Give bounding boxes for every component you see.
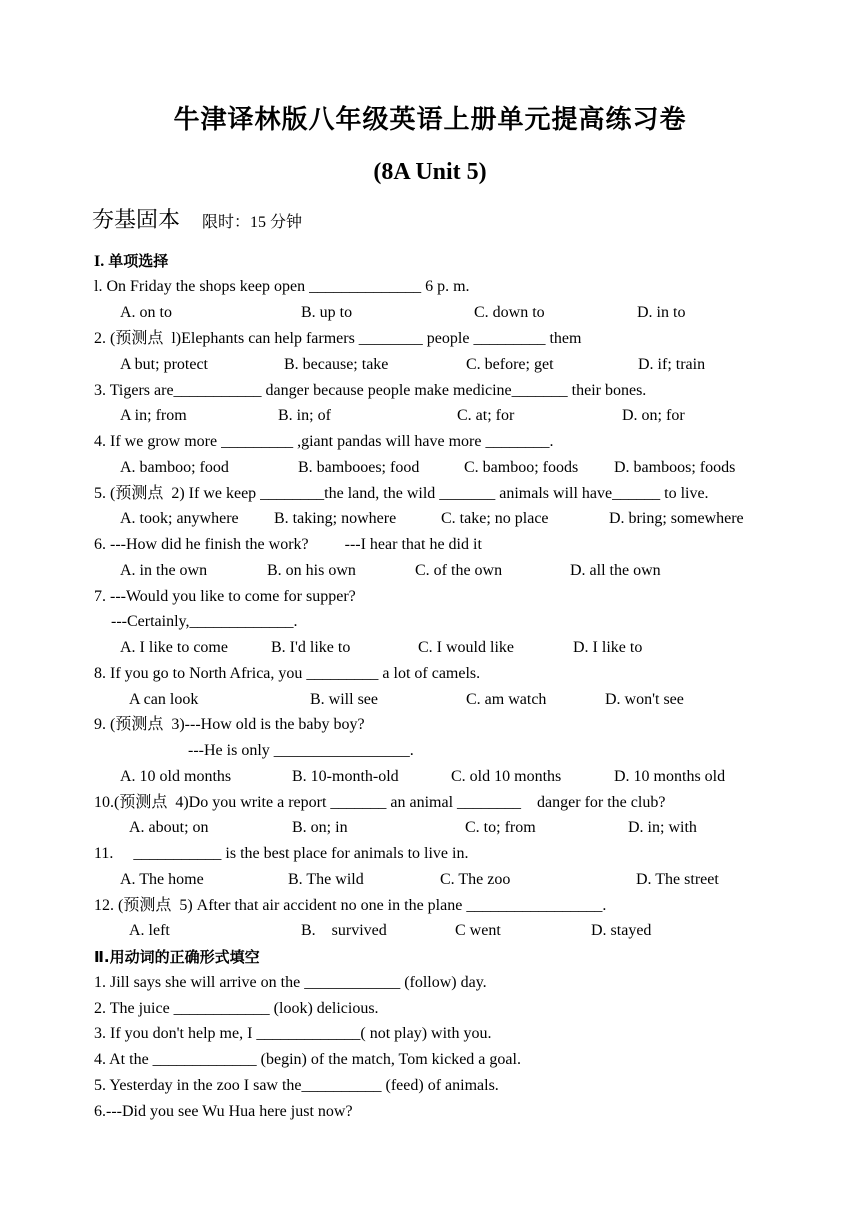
fill-in-question: 6.---Did you see Wu Hua here just now? (94, 1103, 353, 1120)
option: C went (455, 922, 501, 939)
option: B. on; in (292, 819, 348, 836)
option: C. take; no place (441, 510, 549, 527)
option: D. stayed (591, 922, 652, 939)
option: A. bamboo; food (120, 459, 229, 476)
option: A. took; anywhere (120, 510, 239, 527)
option: A but; protect (120, 356, 208, 373)
option: D. bring; somewhere (609, 510, 744, 527)
page-title: 牛津译林版八年级英语上册单元提高练习卷 (173, 105, 687, 135)
question-stem: 7. ---Would you like to come for supper? (94, 588, 356, 605)
page-subtitle: (8A Unit 5) (373, 159, 487, 185)
option: C. old 10 months (451, 768, 562, 785)
option: B. on his own (267, 562, 356, 579)
question-stem: 11. ___________ is the best place for animals to live in. (94, 845, 469, 862)
option: D. 10 months old (614, 768, 726, 785)
option: C. of the own (415, 562, 503, 579)
option: A in; from (120, 407, 187, 424)
time-limit: 限时：15 分钟 (202, 214, 303, 231)
part2-heading: Ⅱ.用动词的正确形式填空 (94, 948, 260, 966)
question-stem: 2. (预测点 l)Elephants can help farmers ________ people _________ them (94, 330, 582, 347)
option: A. in the own (120, 562, 208, 579)
option: C. am watch (466, 691, 547, 708)
option: B. will see (310, 691, 378, 708)
option: D. all the own (570, 562, 661, 579)
option: D. bamboos; foods (614, 459, 736, 476)
option: D. in; with (628, 819, 697, 836)
question-stem: l. On Friday the shops keep open ______________ 6 p. m. (94, 278, 470, 295)
option: A can look (129, 691, 199, 708)
question-stem: 5. (预测点 2) If we keep ________the land, the wild _______ animals will have______ to live. (94, 485, 709, 502)
option: B. in; of (278, 407, 331, 424)
option: A. on to (120, 304, 172, 321)
option: D. won't see (605, 691, 684, 708)
option: A. The home (120, 871, 204, 888)
fill-in-question: 4. At the _____________ (begin) of the match, Tom kicked a goal. (94, 1051, 521, 1068)
option: A. about; on (129, 819, 209, 836)
question-stem: 12. (预测点 5) After that air accident no one in the plane _________________. (94, 897, 607, 914)
option: A. 10 old months (120, 768, 232, 785)
option: D. if; train (638, 356, 706, 373)
question-stem: 9. (预测点 3)---How old is the baby boy? (94, 716, 365, 733)
option: B. taking; nowhere (274, 510, 397, 527)
option: C. down to (474, 304, 545, 321)
option: B. because; take (284, 356, 389, 373)
option: C. at; for (457, 407, 515, 424)
fill-in-question: 1. Jill says she will arrive on the ____________ (follow) day. (94, 974, 487, 991)
option: A. I like to come (120, 639, 228, 656)
option: B. bambooes; food (298, 459, 420, 476)
question-stem: 4. If we grow more _________ ,giant pandas will have more ________. (94, 433, 554, 450)
option: D. I like to (573, 639, 643, 656)
fill-in-question: 3. If you don't help me, I _____________( not play) with you. (94, 1025, 492, 1042)
question-stem: 6. ---How did he finish the work? ---I hear that he did it (94, 536, 482, 553)
fill-in-question: 5. Yesterday in the zoo I saw the__________ (feed) of animals. (94, 1077, 499, 1094)
question-stem: 10.(预测点 4)Do you write a report _______ an animal ________ danger for the club? (94, 794, 666, 811)
option: C. before; get (466, 356, 554, 373)
option: C. I would like (418, 639, 514, 656)
question-stem: 8. If you go to North Africa, you _________ a lot of camels. (94, 665, 481, 682)
question-stem: 3. Tigers are___________ danger because people make medicine_______ their bones. (94, 382, 647, 399)
option: B. I'd like to (271, 639, 351, 656)
option: B. 10-month-old (292, 768, 399, 785)
option: B. The wild (288, 871, 364, 888)
option: B. survived (301, 922, 387, 939)
question-stem-reply: ---He is only _________________. (188, 742, 414, 759)
question-stem-reply: ---Certainly,_____________. (111, 613, 298, 630)
option: D. in to (637, 304, 686, 321)
part1-heading: I. 单项选择 (94, 252, 169, 270)
option: C. The zoo (440, 871, 511, 888)
option: D. on; for (622, 407, 685, 424)
option: D. The street (636, 871, 719, 888)
section-heading (92, 206, 302, 236)
option: C. bamboo; foods (464, 459, 579, 476)
option: C. to; from (465, 819, 536, 836)
option: A. left (129, 922, 170, 939)
section-name: 夯基固本 (92, 208, 181, 233)
fill-in-question: 2. The juice ____________ (look) delicious. (94, 1000, 379, 1017)
option: B. up to (301, 304, 353, 321)
